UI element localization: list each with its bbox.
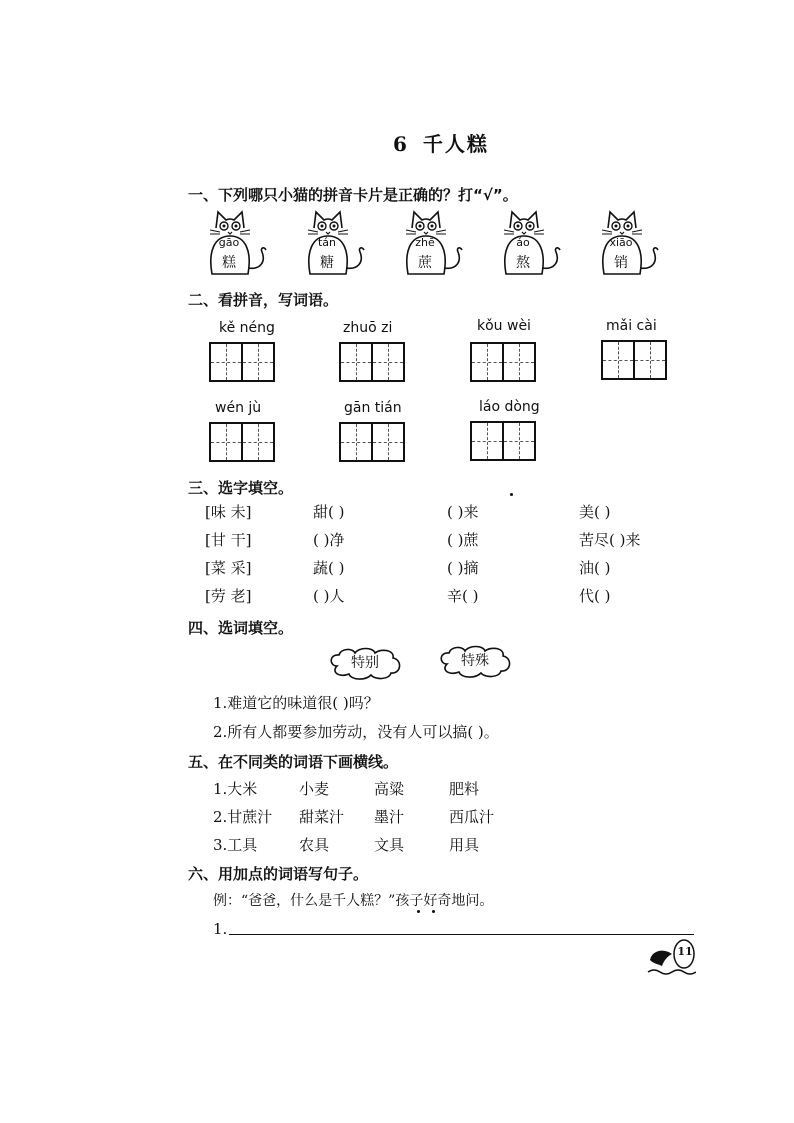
word-2-4[interactable]: 西瓜汁 bbox=[449, 808, 495, 826]
pinyin-cat-card[interactable] bbox=[402, 208, 462, 274]
fill-1a[interactable]: 甜( ) bbox=[313, 503, 345, 521]
emphasis-dot bbox=[432, 910, 435, 913]
word-cloud-1 bbox=[327, 646, 403, 682]
lesson-number: 6 bbox=[393, 132, 409, 156]
cat-pinyin: tán bbox=[317, 236, 337, 249]
emphasis-dot bbox=[417, 910, 420, 913]
word-2: 特殊 bbox=[461, 653, 489, 669]
page-number: 11 bbox=[677, 945, 693, 958]
writing-grid-2[interactable] bbox=[339, 342, 403, 382]
word-1-2[interactable]: 小麦 bbox=[299, 780, 330, 798]
fill-4a[interactable]: ( )人 bbox=[313, 587, 345, 605]
page-title bbox=[393, 128, 489, 157]
pinyin-6: gān tián bbox=[344, 400, 402, 416]
word-1-3[interactable]: 高粱 bbox=[374, 780, 405, 798]
choice-4: [劳 老] bbox=[205, 587, 252, 605]
fill-1b[interactable]: ( )来 bbox=[447, 503, 479, 521]
word-1-1[interactable]: 1.大米 bbox=[213, 780, 258, 798]
fill-4c[interactable]: 代( ) bbox=[579, 587, 611, 605]
pinyin-1: kě néng bbox=[219, 320, 275, 336]
fill-2c[interactable]: 苦尽( )来 bbox=[579, 531, 641, 549]
word-cloud-2 bbox=[437, 644, 513, 680]
word-2-1[interactable]: 2.甘蔗汁 bbox=[213, 808, 273, 826]
writing-grid-6[interactable] bbox=[339, 422, 403, 462]
answer-number-1: 1. bbox=[213, 920, 228, 938]
section-1-heading: 一、下列哪只小猫的拼音卡片是正确的？打“√”。 bbox=[188, 186, 518, 204]
fill-3b[interactable]: ( )摘 bbox=[447, 559, 479, 577]
cat-character: 销 bbox=[614, 255, 628, 271]
pinyin-5: wén jù bbox=[215, 400, 262, 416]
cat-pinyin: gāo bbox=[218, 236, 240, 249]
section-3-heading: 三、选字填空。 bbox=[188, 479, 294, 497]
word-3-4[interactable]: 用具 bbox=[449, 836, 480, 854]
example-sentence: 例：“爸爸，什么是千人糕？”孩子好奇地问。 bbox=[213, 893, 494, 909]
lesson-title: 千人糕 bbox=[422, 132, 489, 156]
word-1-4[interactable]: 肥料 bbox=[449, 780, 480, 798]
word-3-1[interactable]: 3.工具 bbox=[213, 836, 258, 854]
pinyin-7: láo dòng bbox=[479, 399, 540, 415]
cat-character: 糕 bbox=[222, 255, 236, 271]
cat-pinyin: xiāo bbox=[609, 236, 633, 249]
section-2-heading: 二、看拼音，写词语。 bbox=[188, 291, 339, 309]
pinyin-4: mǎi cài bbox=[606, 318, 657, 334]
writing-grid-3[interactable] bbox=[470, 342, 534, 382]
fill-sentence-2[interactable]: 2.所有人都要参加劳动，没有人可以搞( )。 bbox=[213, 723, 499, 741]
writing-grid-5[interactable] bbox=[209, 422, 273, 462]
section-4-heading: 四、选词填空。 bbox=[188, 619, 294, 637]
fill-1c[interactable]: 美( ) bbox=[579, 503, 611, 521]
cat-character: 糖 bbox=[320, 255, 334, 271]
word-3-2[interactable]: 农具 bbox=[299, 836, 330, 854]
fill-3c[interactable]: 油( ) bbox=[579, 559, 611, 577]
fill-2b[interactable]: ( )蔗 bbox=[447, 531, 479, 549]
fill-4b[interactable]: 辛( ) bbox=[447, 587, 479, 605]
choice-3: [菜 采] bbox=[205, 559, 252, 577]
pinyin-2: zhuō zi bbox=[343, 320, 393, 336]
word-1: 特别 bbox=[351, 655, 379, 671]
word-2-2[interactable]: 甜菜汁 bbox=[299, 808, 345, 826]
page-number-badge bbox=[646, 938, 696, 978]
fill-2a[interactable]: ( )净 bbox=[313, 531, 345, 549]
section-5-heading: 五、在不同类的词语下画横线。 bbox=[188, 753, 399, 771]
choice-1: [味 未] bbox=[205, 503, 252, 521]
fill-3a[interactable]: 蔬( ) bbox=[313, 559, 345, 577]
cat-pinyin: zhē bbox=[415, 236, 435, 249]
writing-grid-1[interactable] bbox=[209, 342, 273, 382]
writing-grid-4[interactable] bbox=[601, 340, 665, 380]
fill-sentence-1[interactable]: 1.难道它的味道很( )吗？ bbox=[213, 694, 379, 712]
section-6-heading: 六、用加点的词语写句子。 bbox=[188, 865, 369, 883]
cat-character: 蔗 bbox=[418, 255, 432, 271]
pinyin-cat-card[interactable] bbox=[304, 208, 364, 274]
choice-2: [甘 干] bbox=[205, 531, 252, 549]
emphasis-dot bbox=[510, 493, 513, 496]
answer-line[interactable] bbox=[229, 934, 694, 935]
pinyin-cat-card[interactable] bbox=[500, 208, 560, 274]
cat-pinyin: áo bbox=[516, 236, 530, 249]
pinyin-cat-card[interactable] bbox=[598, 208, 658, 274]
word-3-3[interactable]: 文具 bbox=[374, 836, 405, 854]
word-2-3[interactable]: 墨汁 bbox=[374, 808, 405, 826]
dolphin-icon bbox=[646, 938, 696, 978]
cat-character: 熬 bbox=[516, 255, 530, 271]
pinyin-cat-card[interactable] bbox=[206, 208, 266, 274]
writing-grid-7[interactable] bbox=[470, 421, 534, 461]
pinyin-3: kǒu wèi bbox=[477, 318, 531, 334]
